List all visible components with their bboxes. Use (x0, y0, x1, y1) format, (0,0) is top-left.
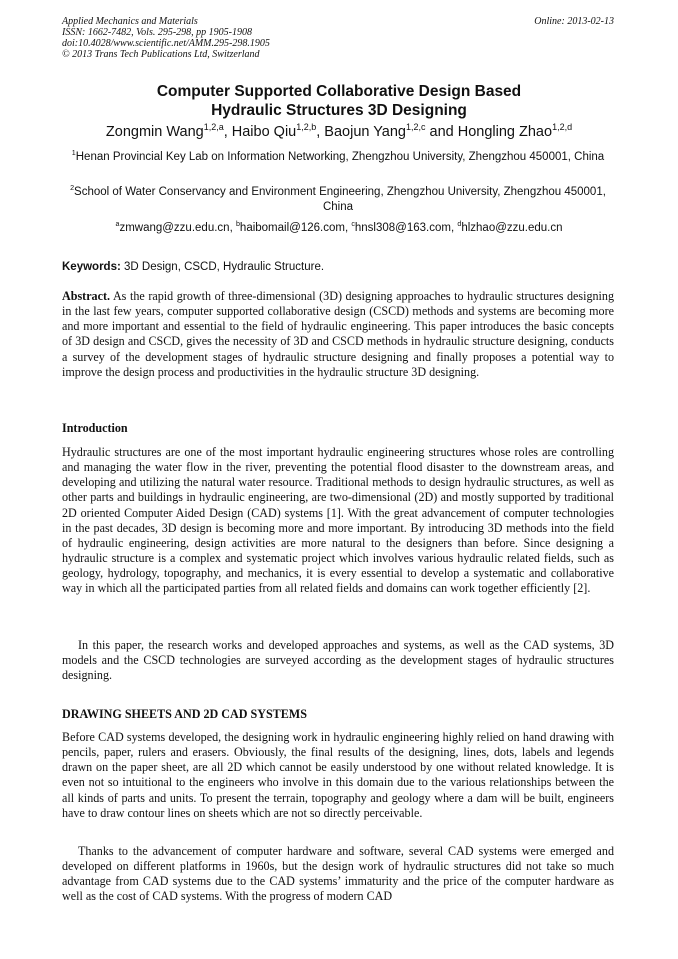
author-name: Haibo Qiu (231, 124, 297, 140)
affiliation-2 (62, 185, 614, 215)
affiliation-text: School of Water Conservancy and Environment Engineering, Zhengzhou University, Zhengzhou 450001, China (74, 186, 606, 213)
drawing-sheets-heading: DRAWING SHEETS AND 2D CAD SYSTEMS (62, 707, 307, 721)
author-name: Baojun Yang (324, 124, 407, 140)
affiliation-mark: 2 (70, 184, 75, 193)
doi-line: doi:10.4028/www.scientific.net/AMM.295-298.1905 (62, 38, 270, 49)
email-mark: a (115, 220, 120, 229)
affiliation-1 (62, 150, 614, 165)
drawing-paragraph-2: Thanks to the advancement of computer hardware and software, several CAD systems were emerged and developed on different platforms in 1960s, but the design work of hydraulic structures did not take so much advantage from CAD systems due to the CAD systems’ immaturity and the price of the computer hardware as well as the cost of CAD systems. With the progress of modern CAD (62, 844, 614, 904)
abstract-label: Abstract. (62, 289, 111, 303)
author-sep: and (425, 124, 458, 140)
title-line-1: Computer Supported Collaborative Design Based (156, 83, 522, 100)
online-date: Online: 2013-02-13 (534, 16, 614, 27)
introduction-paragraph-2: In this paper, the research works and developed approaches and systems, as well as the CAD systems, 3D models and the CSCD technologies are surveyed according as the development stages of hydraulic structures designing. (62, 638, 614, 683)
email-sep: , (229, 222, 236, 234)
email-address[interactable]: haibomail@126.com (239, 222, 345, 234)
copyright-line: © 2013 Trans Tech Publications Ltd, Switzerland (62, 49, 260, 60)
author-sep: , (223, 124, 232, 140)
email-address[interactable]: hlzhao@zzu.edu.cn (461, 222, 563, 234)
abstract (62, 289, 614, 380)
email-sep: , (344, 222, 352, 234)
keywords-text: 3D Design, CSCD, Hydraulic Structure. (124, 261, 325, 273)
drawing-paragraph-1: Before CAD systems developed, the designing work in hydraulic engineering highly relied on hand drawing with pencils, paper, rulers and erasers. Obviously, the final results of the designing, lines, dots, labels and legends drawn on the paper sheet, are all 2D which cannot be easily understood by one without related knowledge. It is even not so intuitional to the engineers who involve in this domain due to the various relationships between the all kinds of parts and units. To present the terrain, topography and geology where a dam will be built, engineers have to draw contour lines on sheets which are not so directly perceivable. (62, 730, 614, 820)
abstract-text: As the rapid growth of three-dimensional (3D) designing approaches to hydraulic structures designing in the last few years, computer supported collaborative design (CSCD) methods and systems are becoming more and more important and essential to the field of hydraulic engineering. This paper introduces the basic concepts of 3D design and CSCD, gives the necessity of 3D and CSCD methods in hydraulic structure designing, conducts a survey of the development stages of hydraulic structure designing and finally proposes a potential way to improve the design process and productivities in the hydraulic structure 3D designing. (62, 289, 615, 379)
email-mark: d (457, 220, 462, 229)
author-sup: 1,2,b (296, 122, 317, 133)
email-address[interactable]: hnsl308@163.com (354, 222, 451, 234)
keywords (62, 260, 614, 275)
issn-line: ISSN: 1662-7482, Vols. 295-298, pp 1905-1908 (62, 27, 252, 38)
affiliation-text: Henan Provincial Key Lab on Information Networking, Zhengzhou University, Zhengzhou 450001, China (75, 151, 605, 163)
email-sep: , (450, 222, 458, 234)
title-line-2: Hydraulic Structures 3D Designing (211, 102, 467, 119)
introduction-paragraph-1: Hydraulic structures are one of the most important hydraulic engineering structures whose roles are controlling and managing the water flow in the river, preventing the potential flood disaster to the downstream areas, and developing and utilizing the natural water resource. Traditional methods to design hydraulic structures, as well as other parts and buildings in hydraulic engineering, are two-dimensional (2D) and mostly supported by traditional 2D oriented Computer Aided Design (CAD) systems [1]. With the great advancement of computer technologies in the past decades, 3D design is becoming more and more important. By introducing 3D methods into the field of hydraulic engineering, design activities are more natural to the designers than before. Since designing a hydraulic structure is a complex and systematic project which involves various hydraulic related fields, such as geology, hydrology, topography, and mechanics, it is every essential to develop a systematic and collaborative way in which all the participated parties from all related fields and domains can work together efficiently [2]. (62, 445, 614, 596)
affiliation-mark: 1 (71, 149, 76, 158)
author-sup: 1,2,a (203, 122, 224, 133)
author-sup: 1,2,d (552, 122, 573, 133)
email-list (30, 221, 648, 236)
email-mark: c (351, 220, 355, 229)
author-name: Zongmin Wang (105, 124, 204, 140)
journal-header (62, 16, 614, 60)
journal-name: Applied Mechanics and Materials (62, 16, 198, 27)
paper-title (40, 82, 638, 120)
author-sup: 1,2,c (406, 122, 426, 133)
introduction-heading: Introduction (62, 421, 128, 435)
email-address[interactable]: zmwang@zzu.edu.cn (119, 222, 230, 234)
keywords-label: Keywords: (62, 261, 121, 273)
author-name: Hongling Zhao (457, 124, 553, 140)
email-mark: b (235, 220, 240, 229)
author-sep: , (316, 124, 325, 140)
author-list (30, 123, 648, 141)
